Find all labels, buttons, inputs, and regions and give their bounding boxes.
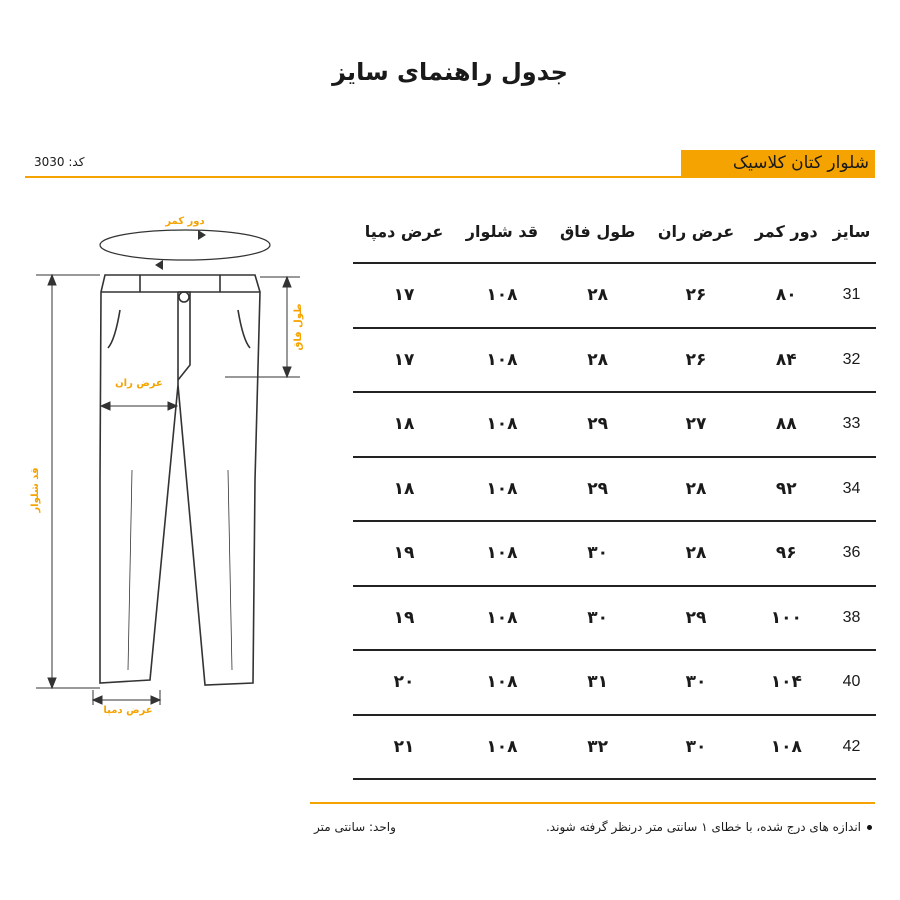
cell-size: 40 xyxy=(827,650,876,715)
cell-rise: ۲۹ xyxy=(549,392,647,457)
cell-length: ۱۰۸ xyxy=(455,263,549,328)
header-rise: طول فاق xyxy=(549,200,647,263)
cell-size: 32 xyxy=(827,328,876,393)
pants-outline xyxy=(100,275,260,685)
cell-hem: ۱۸ xyxy=(353,457,455,522)
thigh-measure xyxy=(101,402,177,410)
rise-label: طول فاق xyxy=(293,303,304,351)
bullet-icon xyxy=(867,825,872,830)
tolerance-note-text: اندازه های درج شده، با خطای ۱ سانتی متر درنظر گرفته شوند. xyxy=(545,820,861,834)
cell-hem: ۱۷ xyxy=(353,263,455,328)
cell-thigh: ۲۷ xyxy=(647,392,746,457)
cell-waist: ۱۰۸ xyxy=(746,715,828,780)
cell-rise: ۳۱ xyxy=(549,650,647,715)
cell-size: 33 xyxy=(827,392,876,457)
table-row xyxy=(353,650,876,715)
cell-hem: ۲۱ xyxy=(353,715,455,780)
cell-waist: ۱۰۰ xyxy=(746,586,828,651)
cell-hem: ۲۰ xyxy=(353,650,455,715)
cell-size: 31 xyxy=(827,263,876,328)
cell-waist: ۸۸ xyxy=(746,392,828,457)
cell-size: 36 xyxy=(827,521,876,586)
table-row xyxy=(353,263,876,328)
cell-length: ۱۰۸ xyxy=(455,715,549,780)
header-size: سایز xyxy=(827,200,876,263)
cell-hem: ۱۹ xyxy=(353,521,455,586)
header-thigh: عرض ران xyxy=(647,200,746,263)
cell-length: ۱۰۸ xyxy=(455,328,549,393)
hem-label: عرض دمپا xyxy=(103,705,153,716)
cell-rise: ۳۰ xyxy=(549,521,647,586)
table-row xyxy=(353,328,876,393)
cell-thigh: ۲۶ xyxy=(647,328,746,393)
header-waist: دور کمر xyxy=(746,200,828,263)
length-measure xyxy=(36,275,100,688)
cell-hem: ۱۹ xyxy=(353,586,455,651)
length-label: قد شلوار xyxy=(30,467,41,513)
table-row xyxy=(353,586,876,651)
size-table xyxy=(353,200,876,780)
cell-length: ۱۰۸ xyxy=(455,650,549,715)
cell-rise: ۲۸ xyxy=(549,263,647,328)
cell-thigh: ۳۰ xyxy=(647,715,746,780)
cell-length: ۱۰۸ xyxy=(455,521,549,586)
waist-measure-icon xyxy=(100,230,270,270)
cell-thigh: ۲۹ xyxy=(647,586,746,651)
unit-label: واحد: سانتی متر xyxy=(314,820,396,834)
cell-rise: ۳۰ xyxy=(549,586,647,651)
cell-thigh: ۳۰ xyxy=(647,650,746,715)
hem-measure xyxy=(93,690,160,705)
cell-thigh: ۲۸ xyxy=(647,521,746,586)
waist-label: دور کمر xyxy=(165,216,205,227)
thigh-label: عرض ران xyxy=(115,378,163,389)
cell-waist: ۹۶ xyxy=(746,521,828,586)
product-name-tab: شلوار کتان کلاسیک xyxy=(681,150,875,177)
cell-length: ۱۰۸ xyxy=(455,457,549,522)
cell-size: 42 xyxy=(827,715,876,780)
cell-size: 38 xyxy=(827,586,876,651)
cell-waist: ۹۲ xyxy=(746,457,828,522)
table-row xyxy=(353,392,876,457)
table-header-row xyxy=(353,200,876,263)
cell-rise: ۲۹ xyxy=(549,457,647,522)
header-length: قد شلوار xyxy=(455,200,549,263)
tolerance-note xyxy=(546,820,872,834)
pants-diagram xyxy=(0,200,330,730)
footer-divider xyxy=(310,802,875,804)
cell-length: ۱۰۸ xyxy=(455,392,549,457)
cell-waist: ۱۰۴ xyxy=(746,650,828,715)
cell-waist: ۸۰ xyxy=(746,263,828,328)
cell-length: ۱۰۸ xyxy=(455,586,549,651)
table-row xyxy=(353,457,876,522)
cell-rise: ۲۸ xyxy=(549,328,647,393)
cell-size: 34 xyxy=(827,457,876,522)
cell-hem: ۱۷ xyxy=(353,328,455,393)
product-code: کد: 3030 xyxy=(34,155,85,169)
cell-rise: ۳۲ xyxy=(549,715,647,780)
cell-thigh: ۲۶ xyxy=(647,263,746,328)
table-row xyxy=(353,715,876,780)
cell-waist: ۸۴ xyxy=(746,328,828,393)
header-hem: عرض دمپا xyxy=(353,200,455,263)
cell-thigh: ۲۸ xyxy=(647,457,746,522)
page-title: جدول راهنمای سایز xyxy=(332,58,568,86)
table-row xyxy=(353,521,876,586)
cell-hem: ۱۸ xyxy=(353,392,455,457)
